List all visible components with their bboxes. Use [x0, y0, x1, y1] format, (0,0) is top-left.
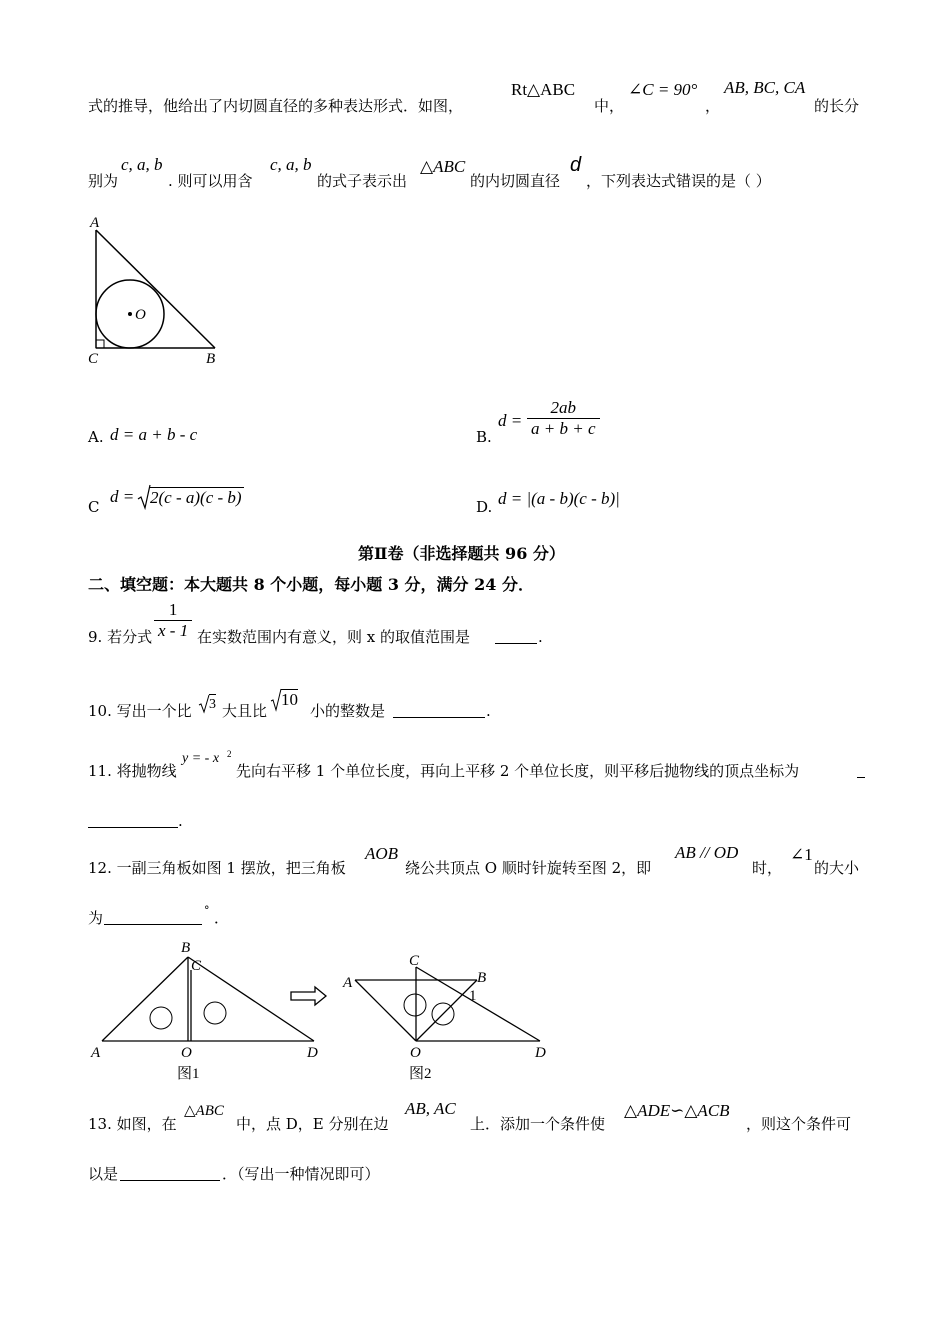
- q13-line2-post: ．（写出一种情况即可）: [222, 1165, 380, 1183]
- intro-line2-text-d: 的内切圆直径: [470, 172, 561, 190]
- fig1-label-c: C: [191, 958, 202, 974]
- angle-c-formula: ∠C = 90°: [628, 80, 698, 99]
- q11-answer-blank-end[interactable]: [857, 763, 865, 778]
- q12-post: 的大小: [814, 859, 860, 877]
- q10-answer-blank[interactable]: [393, 703, 485, 718]
- q10-end: .: [486, 702, 491, 720]
- q13-post: ，则这个条件可: [746, 1115, 852, 1133]
- d-symbol: d: [570, 154, 582, 176]
- q12-aob: AOB: [365, 844, 399, 863]
- q11-end: .: [178, 812, 183, 830]
- side-ab: [96, 230, 215, 348]
- fig2-ao: [355, 980, 416, 1041]
- figure-1: [90, 940, 318, 1082]
- option-b-label: B.: [476, 428, 492, 446]
- q13-pre: 13. 如图，在: [88, 1115, 177, 1133]
- q12-parallel: AB // OD: [675, 843, 739, 862]
- q11-answer-blank[interactable]: [88, 813, 178, 828]
- q10-radicand-2: 10: [281, 690, 298, 709]
- q12-mid2: 时，: [752, 859, 783, 877]
- option-c-radicand: 2(c - a)(c - b): [150, 488, 242, 507]
- option-d-label: D.: [476, 498, 493, 516]
- q9-pre: 9. 若分式: [88, 628, 153, 646]
- fig2-label-c: C: [409, 953, 420, 969]
- q13-sides: AB, AC: [405, 1099, 456, 1118]
- q13-mid2: 上．添加一个条件使: [470, 1115, 606, 1133]
- intro-comma: ，: [705, 97, 721, 115]
- q12-pre: 12. 一副三角板如图 1 摆放，把三角板: [88, 859, 346, 877]
- option-d-expr: d = |(a - b)(c - b)|: [498, 489, 620, 508]
- q13-mid: 中，点 D，E 分别在边: [236, 1115, 389, 1133]
- q12-line2-pre: 为: [88, 909, 104, 927]
- section2-heading: 二、填空题：本大题共 8 个小题，每小题 3 分，满分 24 分．: [88, 575, 534, 594]
- intro-line2-text-e: ，下列表达式错误的是（ ）: [586, 172, 771, 190]
- rotate-arrow-icon: [291, 987, 326, 1005]
- q9-end: .: [538, 628, 543, 646]
- fig1-label-d: D: [307, 1045, 318, 1061]
- q9-numerator: 1: [168, 600, 178, 619]
- center-dot: [128, 312, 132, 316]
- fig2-label-1: 1: [469, 988, 477, 1004]
- cab-formula-2: c, a, b: [270, 155, 312, 174]
- intro-line1-text-a: 式的推导，他给出了内切圆直径的多种表达形式．如图，: [88, 97, 464, 115]
- q10-post: 小的整数是: [310, 702, 386, 720]
- fig2-label-a: A: [343, 975, 353, 991]
- q11-exponent: 2: [227, 749, 232, 759]
- q9-fraction: [154, 600, 192, 641]
- fig1-label-o: O: [181, 1045, 192, 1061]
- fig2-bo: [416, 980, 477, 1041]
- label-b: B: [206, 351, 216, 367]
- q12-angle1: ∠1: [790, 845, 813, 864]
- label-c: C: [88, 351, 99, 367]
- cab-formula-1: c, a, b: [121, 155, 163, 174]
- intro-line2-text-b: . 则可以用含: [168, 172, 253, 190]
- fig1-label-a: A: [91, 1045, 101, 1061]
- q13-answer-blank[interactable]: [120, 1166, 220, 1181]
- option-b-denominator: a + b + c: [527, 418, 600, 439]
- fig2-label-o: O: [410, 1045, 421, 1061]
- q9-post: 在实数范围内有意义，则 x 的取值范围是: [197, 628, 470, 646]
- fig2-hole-left: [404, 994, 426, 1016]
- sides-formula: AB, BC, CA: [724, 78, 806, 97]
- q11-post: 先向右平移 1 个单位长度，再向上平移 2 个单位长度，则平移后抛物线的顶点坐标为: [236, 762, 800, 780]
- q10-mid: 大且比: [222, 702, 268, 720]
- fig2-label-b: B: [477, 970, 487, 986]
- fig1-bd: [188, 957, 314, 1041]
- q13-similar: △ADE∽△ACB: [624, 1101, 730, 1120]
- intro-zhong: 中，: [594, 97, 625, 115]
- fig2-caption: 图2: [409, 1066, 432, 1082]
- fig1-label-b: B: [181, 940, 191, 956]
- fig1-hole-left: [150, 1007, 172, 1029]
- q12-end: ．: [214, 909, 230, 927]
- intro-line1-text-b: 的长分: [814, 97, 860, 115]
- tri-abc-formula: △ABC: [420, 157, 466, 176]
- option-a-label: A.: [88, 428, 104, 446]
- q13-line2-pre: 以是: [88, 1165, 119, 1183]
- q12-degree: °: [204, 904, 210, 917]
- label-a: A: [90, 215, 100, 231]
- incircle-triangle-figure: [80, 210, 230, 370]
- q11-expr: y = - x: [182, 751, 220, 766]
- section2-title: 第Ⅱ卷（非选择题共 96 分）: [358, 544, 565, 563]
- q13-triangle: △ABC: [184, 1103, 224, 1119]
- option-b-fraction: [527, 398, 600, 439]
- q12-mid: 绕公共顶点 O 顺时针旋转至图 2，即: [405, 859, 652, 877]
- option-c-lhs: d =: [110, 487, 135, 506]
- label-o: O: [135, 307, 146, 323]
- intro-line2-text-c: 的式子表示出: [317, 172, 408, 190]
- option-c-radical-sign: [137, 484, 151, 510]
- right-angle-mark: [96, 340, 104, 348]
- q12-answer-blank[interactable]: [104, 910, 202, 925]
- fig1-ab: [102, 957, 188, 1041]
- q11-pre: 11. 将抛物线: [88, 762, 177, 780]
- option-c-label: C: [88, 498, 100, 516]
- fig1-caption: 图1: [177, 1066, 200, 1082]
- fig2-label-d: D: [535, 1045, 546, 1061]
- q9-answer-blank[interactable]: [495, 629, 537, 644]
- q10-radicand-1: 3: [209, 694, 216, 715]
- rt-abc-formula: Rt△ABC: [511, 80, 576, 99]
- figure-2: [342, 953, 546, 1082]
- option-a-expr: d = a + b - c: [110, 425, 198, 444]
- q9-denominator: x - 1: [154, 620, 192, 641]
- q12-figure: [85, 935, 555, 1085]
- q10-pre: 10. 写出一个比: [88, 702, 192, 720]
- option-b-lhs: d =: [498, 411, 523, 430]
- option-b-numerator: 2ab: [550, 398, 576, 417]
- intro-line2-text-a: 别为: [88, 172, 119, 190]
- fig1-hole-right: [204, 1002, 226, 1024]
